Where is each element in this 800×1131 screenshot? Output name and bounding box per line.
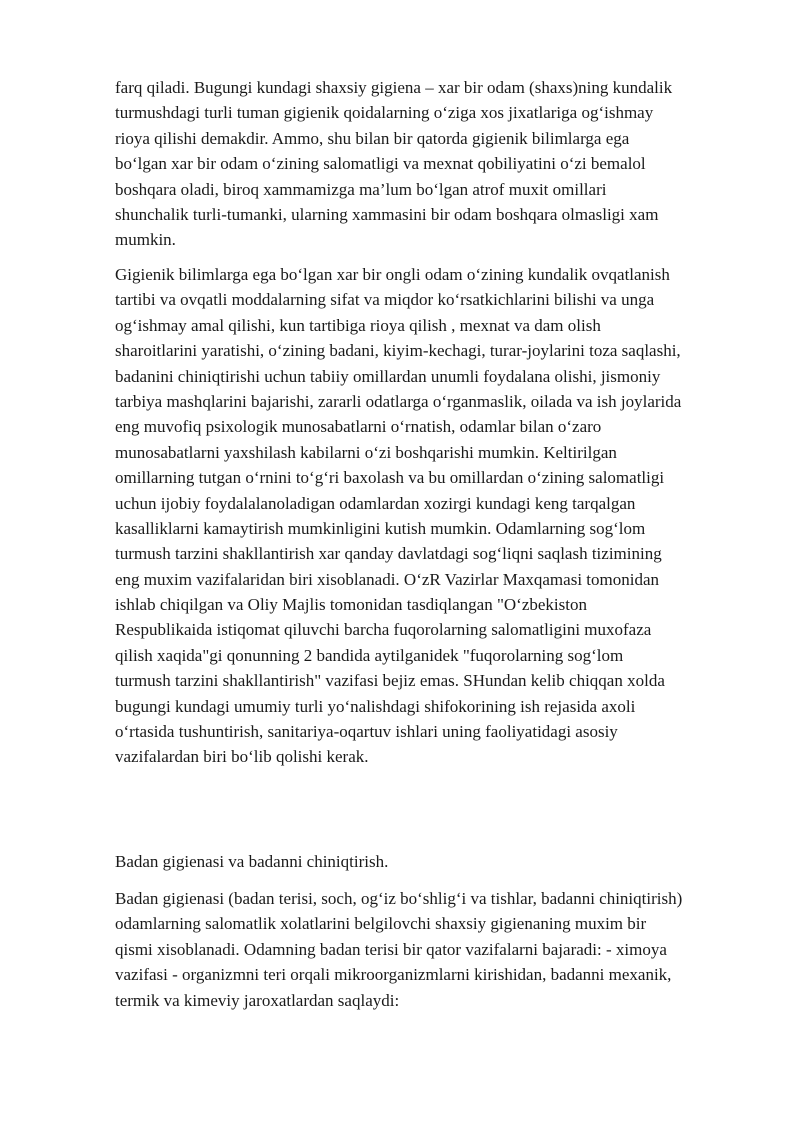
text-line: shunchalik turli-tumanki, ularning xammasini bir odam boshqara olmasligi xam <box>115 204 659 224</box>
text-line: rioya qilishi demakdir. Ammo, shu bilan bir qatorda gigienik bilimlarga ega <box>115 128 630 148</box>
text-line: tarbiya mashqlarini bajarishi, zararli odatlarga o‘rganmaslik, oilada va ish joylarida <box>115 391 682 411</box>
text-line: mumkin. <box>115 230 176 250</box>
text-line: badanini chiniqtirishi uchun tabiiy omillardan unumli foydalana olishi, jismoniy <box>115 366 661 386</box>
text-line: boshqara oladi, biroq xammamizga ma’lum bo‘lgan atrof muxit omillari <box>115 179 607 199</box>
text-line: Gigienik bilimlarga ega bo‘lgan xar bir ongli odam o‘zining kundalik ovqatlanish <box>115 265 670 284</box>
text-line: eng muxim vazifalaridan biri xisoblanadi. O‘zR Vazirlar Maxqamasi tomonidan <box>115 569 660 589</box>
paragraph-2 <box>115 262 755 770</box>
text-line: uchun ijobiy foydalalanoladigan odamlardan xozirgi kundagi keng tarqalgan <box>115 493 636 513</box>
text-line: omillarning tutgan o‘rnini to‘g‘ri baxolash va bu omillardan o‘zining salomatligi <box>115 468 665 488</box>
text-line: Badan gigienasi (badan terisi, soch, og‘iz bo‘shlig‘i va tishlar, badanni chiniqtirish) <box>115 889 683 908</box>
text-line: ishlab chiqilgan va Oliy Majlis tomonidan tasdiqlangan "O‘zbekiston <box>115 595 587 615</box>
text-line: munosabatlarni yaxshilash kabilarni o‘zi boshqarishi mumkin. Keltirilgan <box>115 442 617 462</box>
text-line: vazifasi - organizmni teri orqali mikroorganizmlarni kirishidan, badanni mexanik, <box>115 965 672 985</box>
text-line: sharoitlarini yaratishi, o‘zining badani, kiyim-kechagi, turar-joylarini toza saqlashi, <box>115 341 681 361</box>
text-line: vazifalardan biri bo‘lib qolishi kerak. <box>115 747 369 767</box>
text-line: odamlarning salomatlik xolatlarini belgilovchi shaxsiy gigienaning muxim bir <box>115 914 647 934</box>
text-line: bo‘lgan xar bir odam o‘zining salomatligi va mexnat qobiliyatini o‘zi bemalol <box>115 154 646 174</box>
heading-text: Badan gigienasi va badanni chiniqtirish. <box>115 852 389 871</box>
paragraph-3 <box>115 886 755 1013</box>
text-line: bugungi kundagi umumiy turli yo‘nalishdagi shifokorining ish rejasida axoli <box>115 696 636 716</box>
text-line: turmush tarzini shakllantirish" vazifasi bejiz emas. SHundan kelib chiqqan xolda <box>115 671 665 691</box>
text-line: o‘rtasida tushuntirish, sanitariya-oqartuv ishlari uning faoliyatidagi asosiy <box>115 722 618 742</box>
text-line: qilish xaqida"gi qonunning 2 bandida aytilganidek "fuqorolarning sog‘lom <box>115 645 624 665</box>
text-line: eng muvofiq psixologik munosabatlarni o‘rnatish, odamlar bilan o‘zaro <box>115 417 602 437</box>
text-line: qismi xisoblanadi. Odamning badan terisi bir qator vazifalarni bajaradi: - ximoya <box>115 939 667 959</box>
section-heading <box>115 849 755 874</box>
text-line: Respublikaida istiqomat qiluvchi barcha fuqorolarning salomatligini muxofaza <box>115 620 652 640</box>
text-line: og‘ishmay amal qilishi, kun tartibiga rioya qilish , mexnat va dam olish <box>115 315 601 335</box>
text-line: termik va kimeviy jaroxatlardan saqlaydi: <box>115 990 400 1010</box>
text-line: farq qiladi. Bugungi kundagi shaxsiy gigiena – xar bir odam (shaxs)ning kundalik <box>115 78 673 97</box>
text-line: turmushdagi turli tuman gigienik qoidalarning o‘ziga xos jixatlariga og‘ishmay <box>115 103 654 123</box>
text-line: tartibi va ovqatli moddalarning sifat va miqdor ko‘rsatkichlarini bilishi va unga <box>115 290 655 310</box>
text-line: turmush tarzini shakllantirish xar qanday davlatdagi sog‘liqni saqlash tizimining <box>115 544 662 564</box>
text-line: kasalliklarni kamaytirish mumkinligini kutish mumkin. Odamlarning sog‘lom <box>115 518 646 538</box>
paragraph-1 <box>115 75 755 253</box>
